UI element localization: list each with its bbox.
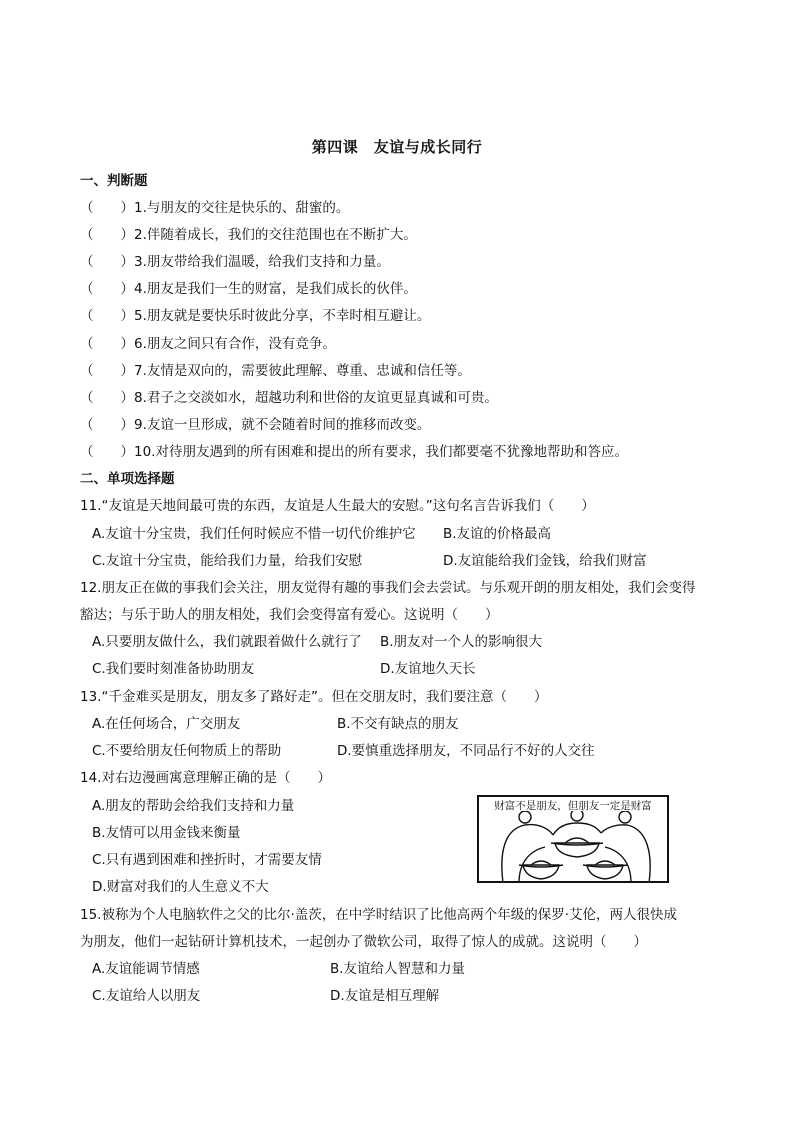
judge-item-9: （ ）9.友谊一旦形成，就不会随着时间的推移而改变。 [80,417,431,433]
question-12-option-c: C.我们要时刻准备协助朋友 [92,661,255,677]
section-heading-judge: 一、判断题 [80,173,148,189]
figure-head-left [519,811,531,823]
question-14-option-a: A.朋友的帮助会给我们支持和力量 [92,798,295,814]
section-heading-choice: 二、单项选择题 [80,471,175,487]
figure-body-right [601,825,650,883]
judge-item-5: （ ）5.朋友就是要快乐时彼此分享，不幸时相互避让。 [80,308,431,324]
judge-item-1: （ ）1.与朋友的交往是快乐的、甜蜜的。 [80,200,350,216]
question-12-option-b: B.朋友对一个人的影响很大 [380,634,543,650]
question-14-option-d: D.财富对我们的人生意义不大 [92,879,269,895]
figure-head-right [619,811,631,823]
cartoon-caption: 财富不是朋友，但朋友一定是财富 [494,800,652,812]
question-13-option-c: C.不要给朋友任何物质上的帮助 [92,743,282,759]
figure-head-middle [571,811,583,821]
question-14-option-c: C.只有遇到困难和挫折时，才需要友情 [92,852,322,868]
question-14-option-b: B.友情可以用金钱来衡量 [92,825,241,841]
question-11-option-a: A.友谊十分宝贵，我们任何时候应不惜一切代价维护它 [92,526,416,542]
question-11-stem: 11.“友谊是天地间最可贵的东西，友谊是人生最大的安慰。”这句名言告诉我们（ ） [80,498,595,514]
judge-item-2: （ ）2.伴随着成长，我们的交往范围也在不断扩大。 [80,227,417,243]
question-11-option-c: C.友谊十分宝贵，能给我们力量，给我们安慰 [92,553,363,569]
cartoon-illustration [477,795,669,883]
question-12-stem-line-2: 豁达；与乐于助人的朋友相处，我们会变得富有爱心。这说明（ ） [80,607,499,623]
question-11-option-d: D.友谊能给我们金钱，给我们财富 [443,553,647,569]
figure-body-middle [553,823,601,835]
question-12-option-a: A.只要朋友做什么，我们就跟着做什么就行了 [92,634,362,650]
question-13-option-b: B.不交有缺点的朋友 [337,716,459,732]
question-15-option-c: C.友谊给人以朋友 [92,988,201,1004]
judge-item-8: （ ）8.君子之交淡如水，超越功利和世俗的友谊更显真诚和可贵。 [80,390,498,406]
judge-item-6: （ ）6.朋友之间只有合作，没有竞争。 [80,336,336,352]
judge-item-10: （ ）10.对待朋友遇到的所有困难和提出的所有要求，我们都要毫不犹豫地帮助和答应。 [80,444,628,460]
ingot-top [551,838,603,857]
question-12-option-d: D.友谊地久天长 [380,661,476,677]
question-15-stem-line-1: 15.被称为个人电脑软件之父的比尔·盖茨，在中学时结识了比他高两个年级的保罗·艾伦，两人很快成 [80,907,678,923]
judge-item-4: （ ）4.朋友是我们一生的财富，是我们成长的伙伴。 [80,281,417,297]
question-13-option-a: A.在任何场合，广交朋友 [92,716,241,732]
question-12-stem-line-1: 12.朋友正在做的事我们会关注，朋友觉得有趣的事我们会去尝试。与乐观开朗的朋友相处，我们会变得 [80,580,696,596]
question-15-option-b: B.友谊给人智慧和力量 [330,961,466,977]
question-15-option-d: D.友谊是相互理解 [330,988,440,1004]
ingot-bottom-right [583,861,627,879]
question-14-stem: 14.对右边漫画寓意理解正确的是（ ） [80,770,331,786]
ingot-bottom-left [519,861,563,879]
judge-item-7: （ ）7.友情是双向的，需要彼此理解、尊重、忠诚和信任等。 [80,363,471,379]
page-title: 第四课 友谊与成长同行 [311,138,483,156]
question-13-option-d: D.要慎重选择朋友，不同品行不好的人交往 [337,743,595,759]
question-15-stem-line-2: 为朋友，他们一起钻研计算机技术，一起创办了微软公司，取得了惊人的成就。这说明（ ） [80,934,647,950]
judge-item-3: （ ）3.朋友带给我们温暖，给我们支持和力量。 [80,254,390,270]
question-13-stem: 13.“千金难买是朋友，朋友多了路好走”。但在交朋友时，我们要注意（ ） [80,689,548,705]
question-11-option-b: B.友谊的价格最高 [443,526,552,542]
question-15-option-a: A.友谊能调节情感 [92,961,200,977]
cartoon-drawing [479,811,667,883]
